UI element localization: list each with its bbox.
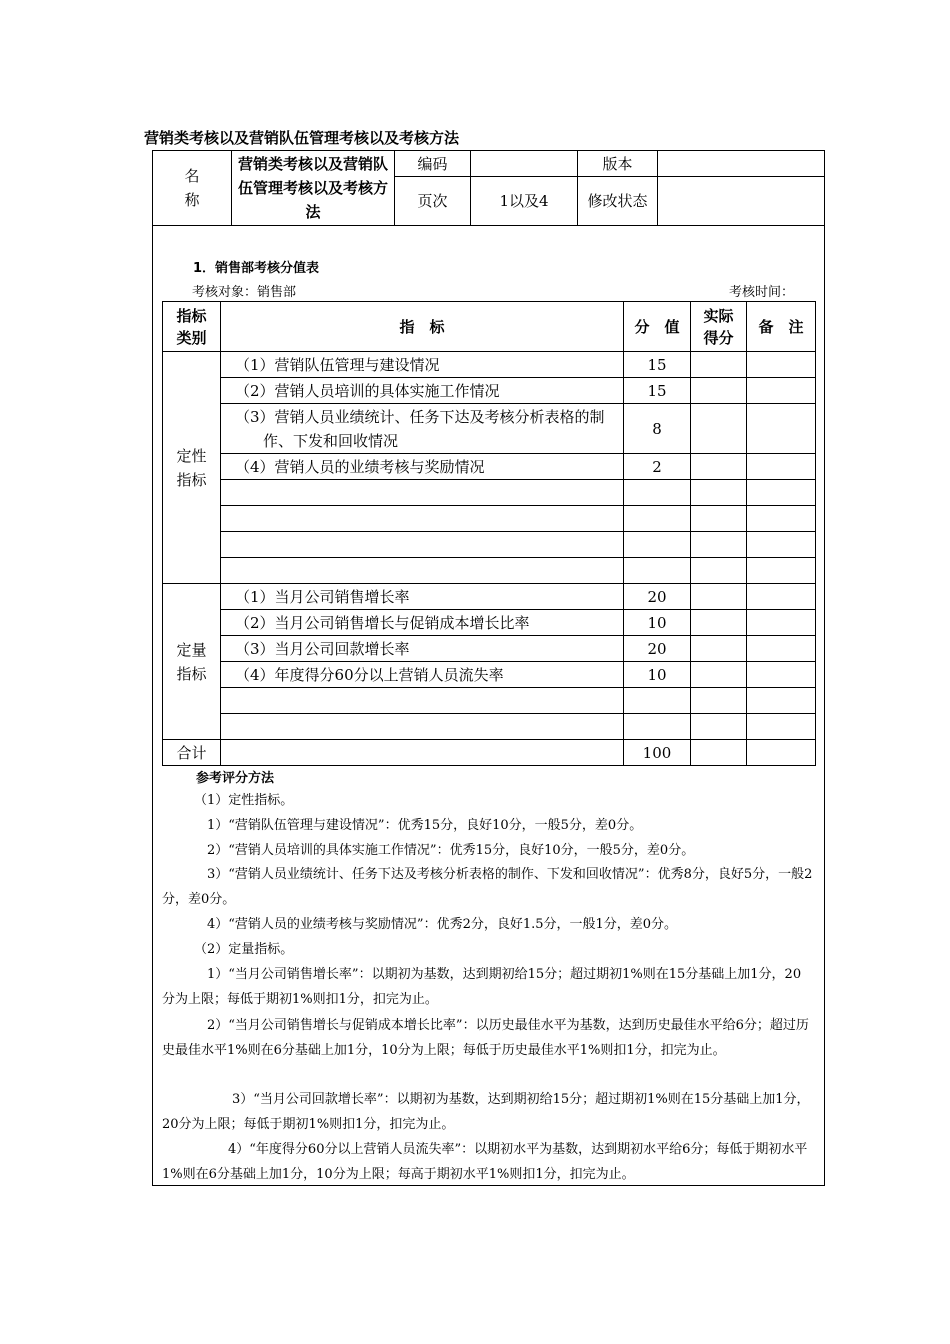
indicator-cell: （3）当月公司回款增长率 [221,636,624,662]
document-title: 营销类考核以及营销队伍管理考核以及考核方法 [144,129,460,147]
remark-cell [747,584,816,610]
score-cell: 15 [624,352,691,378]
indicator-cell: （2）当月公司销售增长与促销成本增长比率 [221,610,624,636]
score-cell: 15 [624,378,691,404]
remark-cell [747,352,816,378]
indicator-cell: （4）年度得分60分以上营销人员流失率 [221,662,624,688]
remark-cell [747,378,816,404]
header-remark: 备 注 [747,302,816,352]
table-row [163,610,816,636]
name-label-cell [153,151,232,226]
header-category-cell [163,302,221,352]
remark-cell [747,636,816,662]
score-cell: 2 [624,454,691,480]
total-label: 合计 [163,740,221,766]
name-value: 营销类考核以及营销队伍管理考核以及考核方法 [237,155,388,221]
indicator-cell: （1）营销队伍管理与建设情况 [221,352,624,378]
quantitative-item: 1）“当月公司销售增长率”：以期初为基数，达到期初给15分；超过期初1%则在15分基础上加1分，20分为上限；每低于期初1%则扣1分，扣完为止。 [162,967,802,1007]
code-label: 编码 [395,151,471,177]
table-row [163,636,816,662]
code-value [471,151,578,177]
quantitative-item: 2）“当月公司销售增长与促销成本增长比率”：以历史最佳水平为基数，达到历史最佳水平给6分；超过历史最佳水平1%则在6分基础上加1分，10分为上限；每低于历史最佳水平1%则扣1分，扣完为止。 [162,1018,809,1058]
indicator-cell: （1）当月公司销售增长率 [221,584,624,610]
revision-label-cell [578,177,658,226]
actual-cell [691,636,747,662]
revision-value [658,177,825,226]
score-cell: 20 [624,636,691,662]
qualitative-item: 4）“营销人员的业绩考核与奖励情况”：优秀2分，良好1.5分，一般1分，差0分。 [207,917,678,932]
header-actual-cell [691,302,747,352]
remark-cell [747,404,816,454]
score-cell: 10 [624,610,691,636]
indicator-text: （3）营销人员业绩统计、任务下达及考核分析表格的制作、下发和回收情况 [235,407,605,450]
actual-cell [691,584,747,610]
quantitative-item: 4）“年度得分60分以上营销人员流失率”：以期初水平为基数，达到期初水平给6分；每低于期初水平1%则在6分基础上加1分，10分为上限；每高于期初水平1%则扣1分，扣完为止。 [162,1142,808,1182]
remark-cell [747,662,816,688]
qualitative-item: 3）“营销人员业绩统计、任务下达及考核分析表格的制作、下发和回收情况”：优秀8分，良好5分，一般2分，差0分。 [162,867,813,907]
qualitative-heading: （1）定性指标。 [194,793,294,808]
actual-cell [691,352,747,378]
header-category: 指标类别 [176,306,207,347]
total-actual-cell [691,740,747,766]
score-cell: 20 [624,584,691,610]
table-row [163,662,816,688]
header-indicator: 指 标 [221,302,624,352]
header-actual: 实际得分 [703,306,734,347]
quantitative-category: 定量指标 [176,640,207,683]
qualitative-item: 2）“营销人员培训的具体实施工作情况”：优秀15分，良好10分，一般5分，差0分。 [207,843,695,858]
indicator-cell: （4）营销人员的业绩考核与奖励情况 [221,454,624,480]
header-score: 分 值 [624,302,691,352]
table-row [163,352,816,378]
reference-title: 参考评分方法 [196,771,275,786]
version-label: 版本 [578,151,658,177]
table-row [163,378,816,404]
empty-row [163,506,816,532]
total-remark-cell [747,740,816,766]
qualitative-category-cell [163,352,221,584]
empty-row [163,480,816,506]
table-row [163,584,816,610]
table-row [163,404,816,454]
empty-row [163,688,816,714]
name-label: 名称 [184,167,200,209]
assessment-time: 考核时间： [729,285,795,300]
score-cell: 8 [624,404,691,454]
indicator-cell: （2）营销人员培训的具体实施工作情况 [221,378,624,404]
section-title: 1．销售部考核分值表 [193,261,320,276]
remark-cell [747,610,816,636]
quantitative-item: 3）“当月公司回款增长率”：以期初为基数，达到期初给15分；超过期初1%则在15分基础上加1分，20分为上限；每低于期初1%则扣1分，扣完为止。 [162,1092,810,1132]
actual-cell [691,378,747,404]
header-table [152,150,825,226]
qualitative-item: 1）“营销队伍管理与建设情况”：优秀15分，良好10分，一般5分，差0分。 [207,818,643,833]
name-value-cell [232,151,395,226]
actual-cell [691,662,747,688]
actual-cell [691,610,747,636]
page-label: 页次 [395,177,471,226]
total-row [163,740,816,766]
actual-cell [691,454,747,480]
empty-row [163,532,816,558]
empty-row [163,714,816,740]
empty-row [163,558,816,584]
qualitative-category: 定性指标 [176,446,207,489]
actual-cell [691,404,747,454]
score-cell: 10 [624,662,691,688]
total-indicator-cell [221,740,624,766]
indicator-cell [221,404,624,454]
total-score: 100 [624,740,691,766]
quantitative-category-cell [163,584,221,740]
remark-cell [747,454,816,480]
revision-label: 修改状态 [587,192,648,210]
quantitative-heading: （2）定量指标。 [194,942,294,957]
assessment-target: 考核对象：销售部 [192,285,297,300]
table-row [163,454,816,480]
version-value [658,151,825,177]
page-value: 1以及4 [471,177,578,226]
score-table [162,301,816,766]
